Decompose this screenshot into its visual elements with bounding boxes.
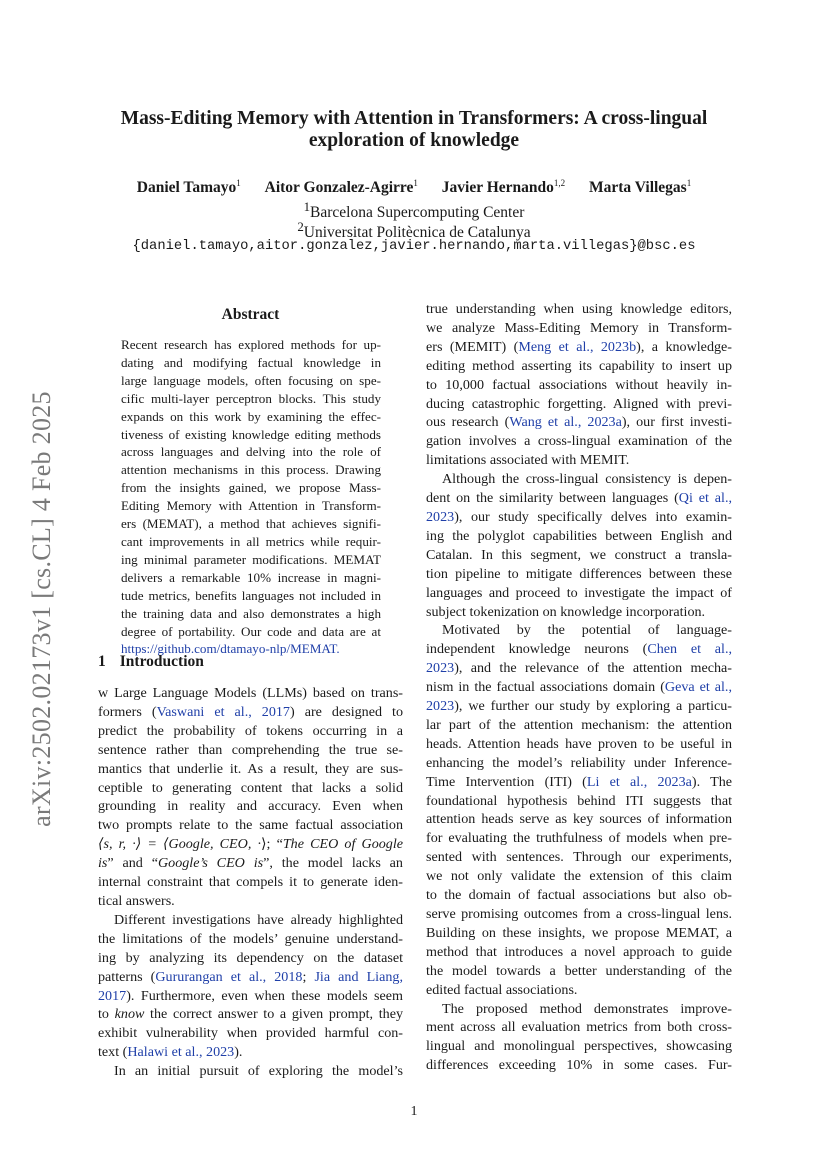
title-line-2: exploration of knowledge — [308, 130, 520, 151]
text-run: the limitations of the models’ genuine understand- — [98, 930, 403, 947]
author-affil-marker: 1,2 — [553, 178, 566, 188]
abstract-line: large language models, often focusing on spe- — [121, 372, 381, 388]
text-run: Building on these insights, we propose MEMAT, a — [426, 924, 732, 941]
text-run: limitations associated with MEMIT. — [426, 452, 630, 469]
text-run: w Large Language Models (LLMs) based on trans- — [98, 685, 403, 701]
body-text-line — [98, 873, 403, 892]
body-text-line — [426, 659, 732, 678]
body-text-line — [426, 867, 732, 886]
text-run: enhancing the model’s reliability under Inference- — [426, 754, 732, 771]
citation-link[interactable]: 2023 — [426, 508, 455, 525]
body-text-line — [426, 357, 732, 376]
body-text-line — [98, 684, 403, 703]
text-run: ous research ( — [426, 414, 510, 431]
body-text-line — [426, 1000, 732, 1019]
author-name: Daniel Tamayo — [136, 179, 237, 197]
author-affil-marker: 1 — [236, 178, 241, 188]
text-run: ment across all evaluation metrics from both cross- — [426, 1019, 732, 1036]
body-text-line — [426, 792, 732, 811]
body-text-line — [426, 319, 732, 338]
text-run: lingual and monolingual perspectives, showcasing — [426, 1038, 732, 1055]
abstract-line: across languages and delving into the role of — [121, 444, 381, 460]
body-text-line — [426, 451, 732, 470]
text-run: differences exceeding 10% in some cases. Fur- — [426, 1057, 732, 1074]
body-text-line — [98, 1024, 403, 1043]
body-text-line — [98, 703, 403, 722]
body-text-line — [426, 376, 732, 395]
body-text-line — [426, 640, 732, 659]
abstract-line: ing minimal parameter modifications. MEMAT — [121, 551, 381, 567]
body-text-line — [426, 470, 732, 489]
text-run: ), a knowledge- — [636, 338, 732, 355]
text-run: Motivated by the potential of language- — [442, 622, 732, 639]
text-run: ceptible to generating content that lacks a solid — [98, 779, 403, 796]
italic-text: Google, CEO, · — [168, 836, 262, 853]
affiliation-name: Barcelona Supercomputing Center — [310, 204, 525, 222]
text-run: the model towards a better understanding of the — [426, 962, 732, 979]
text-run: method that introduces a novel approach to guide — [426, 943, 732, 960]
body-text-line — [98, 987, 403, 1006]
abstract-body — [121, 336, 381, 658]
text-run: ” and “ — [107, 855, 158, 872]
author — [265, 179, 418, 196]
body-text-line — [98, 968, 403, 987]
text-run: we not only validate the extension of this claim — [426, 868, 732, 885]
body-text-line — [426, 886, 732, 905]
text-run: Catalan. In this segment, we construct a transla- — [426, 546, 732, 563]
text-run: editing method asserting its capability to insert up — [426, 357, 732, 374]
text-run: ) are designed to — [289, 703, 404, 720]
text-run: ”, the model lacks an — [263, 855, 403, 872]
text-run: dent on the similarity between languages ( — [426, 490, 679, 507]
italic-text: is — [98, 855, 108, 872]
author — [442, 179, 565, 196]
body-text-line — [426, 678, 732, 697]
text-run: independent knowledge neurons ( — [426, 641, 648, 658]
title-line-1: Mass-Editing Memory with Attention in Transformers: A cross-lingual — [120, 108, 708, 129]
paper-title — [0, 108, 828, 152]
text-run: to 10,000 factual associations without heavily in- — [426, 376, 732, 393]
abstract-line: cific multi-layer perceptron blocks. This study — [121, 390, 381, 406]
text-run: ⟩; “ — [261, 836, 283, 853]
citation-link[interactable]: Vaswani et al., 2017 — [156, 703, 290, 720]
abstract-line: from the insights gained, we propose Mass- — [121, 480, 381, 496]
text-run: sented with sentences. Through our experiments, — [426, 849, 732, 866]
text-run: ing the polyglot capabilities between English and — [426, 527, 732, 544]
text-run: text ( — [98, 1044, 128, 1061]
body-text-line — [426, 546, 732, 565]
body-text-line — [426, 432, 732, 451]
body-text-line — [98, 911, 403, 930]
text-run: patterns ( — [98, 968, 156, 985]
code-repository-link[interactable]: https://github.com/dtamayo-nlp/MEMAT. — [121, 641, 340, 657]
author-affil-marker: 1 — [413, 178, 418, 188]
abstract-line: delivers a remarkable 10% increase in magni- — [121, 569, 381, 585]
section-number: 1 — [98, 653, 106, 670]
text-run: Time Intervention (ITI) ( — [426, 773, 587, 790]
author — [137, 179, 241, 196]
text-run: we analyze Mass-Editing Memory in Transform- — [426, 319, 732, 336]
text-run: mantics that underlie it. As a result, they are sus- — [98, 760, 403, 777]
citation-link[interactable]: Meng et al., 2023b — [518, 338, 637, 355]
body-text-line — [98, 854, 403, 873]
italic-text: The CEO of Google — [282, 836, 404, 853]
body-text-line — [98, 760, 403, 779]
body-text-line — [426, 489, 732, 508]
text-run: lar part of the attention mechanism: the attention — [426, 716, 732, 733]
text-run: ), and the relevance of the attention mecha- — [454, 660, 732, 677]
body-text-line — [98, 779, 403, 798]
body-column-right — [426, 300, 732, 1075]
text-run: grounding in reality and accuracy. Even when — [98, 798, 403, 815]
text-run: tion pipeline to mitigate differences between these — [426, 565, 732, 582]
body-text-line — [426, 603, 732, 622]
body-text-line — [98, 892, 403, 911]
body-text-line — [426, 584, 732, 603]
section-heading — [98, 653, 204, 671]
body-text-line — [426, 395, 732, 414]
body-text-line — [98, 1043, 403, 1062]
abstract-line: the training data and also demonstrates a high — [121, 605, 381, 621]
citation-link[interactable]: Jia and Liang, — [314, 968, 403, 985]
text-run: sentence rather than comprehending the true se- — [98, 741, 403, 758]
abstract-line: ers (MEMAT), a method that achieves signifi- — [121, 516, 381, 532]
abstract-line: degree of portability. Our code and data are at — [121, 623, 381, 639]
text-run: ; — [302, 968, 315, 985]
text-run: In an initial pursuit of exploring the model’s — [114, 1063, 403, 1080]
body-text-line — [426, 621, 732, 640]
body-text-line — [426, 924, 732, 943]
text-run: tical answers. — [98, 892, 175, 909]
body-text-line — [426, 716, 732, 735]
abstract-heading: Abstract — [221, 306, 280, 323]
text-run: nism in the factual associations domain ( — [426, 679, 665, 696]
body-text-line — [98, 949, 403, 968]
body-text-line — [426, 905, 732, 924]
text-run: ers (MEMIT) ( — [426, 338, 519, 355]
body-text-line — [426, 735, 732, 754]
body-text-line — [426, 508, 732, 527]
page-number: 1 — [410, 1104, 418, 1119]
abstract-line: Recent research has explored methods for up- — [121, 337, 381, 352]
abstract-line: dating and modifying factual knowledge in — [121, 354, 381, 370]
text-run: heads. Attention heads have proven to be useful in — [426, 735, 732, 752]
body-text-line — [426, 981, 732, 1000]
italic-text: Google’s CEO is — [157, 855, 264, 872]
citation-link[interactable]: 2017 — [98, 987, 127, 1004]
body-text-line — [426, 300, 732, 319]
body-text-line — [426, 565, 732, 584]
text-run: predict the probability of tokens occurring in a — [98, 722, 403, 739]
body-text-line — [426, 754, 732, 773]
text-run: to the domain of factual associations but also ob- — [426, 887, 732, 904]
arxiv-sidebar-identifier — [22, 374, 62, 844]
text-run: The proposed method demonstrates improve- — [442, 1000, 732, 1017]
text-run: to — [98, 1006, 115, 1023]
citation-link[interactable]: Chen et al., — [647, 641, 732, 658]
text-run: subject tokenization on knowledge incorporation. — [426, 603, 706, 620]
text-run: serve promising outcomes from a cross-lingual lens. — [426, 906, 732, 922]
arxiv-id-text: arXiv:2502.02173v1 [cs.CL] 4 Feb 2025 — [27, 391, 56, 827]
italic-text: ⟨s, r, ·⟩ = ⟨ — [98, 836, 169, 853]
author-name: Javier Hernando — [441, 179, 554, 197]
body-text-line — [426, 1056, 732, 1075]
italic-text: know — [114, 1006, 145, 1023]
author-name: Aitor Gonzalez-Agirre — [264, 179, 414, 197]
text-run: ), our first investi- — [621, 414, 732, 431]
body-text-line — [426, 962, 732, 981]
affiliation-marker: 1 — [303, 199, 311, 214]
body-text-line — [426, 829, 732, 848]
text-run: ), our study specifically delves into examin- — [454, 508, 732, 525]
text-run: languages and proceed to investigate the impact of — [426, 584, 732, 601]
text-run: internal constraint that compels it to generate iden- — [98, 874, 403, 891]
citation-link[interactable]: Wang et al., 2023a — [509, 414, 622, 431]
body-text-line — [98, 741, 403, 760]
body-text-line — [98, 816, 403, 835]
body-text-line — [98, 1005, 403, 1024]
text-run: ). The — [691, 773, 732, 790]
text-run: ). Furthermore, even when these models seem — [126, 987, 403, 1004]
text-run: ing by analyzing its dependency on the dataset — [98, 949, 403, 966]
text-run: gation involves a cross-lingual examination of the — [426, 433, 732, 450]
abstract-line: cant improvements in all metrics while requir- — [121, 533, 381, 549]
text-run: Different investigations have already highlighted — [114, 911, 403, 928]
text-run: the correct answer to a given prompt, they — [144, 1006, 403, 1023]
text-run: Although the cross-lingual consistency is depen- — [442, 471, 732, 488]
body-text-line — [98, 797, 403, 816]
abstract-line: tude metrics, benefits languages not included in — [121, 587, 381, 603]
citation-link[interactable]: Gururangan et al., 2018 — [155, 968, 303, 985]
text-run: true understanding when using knowledge editors, — [426, 301, 732, 317]
body-text-line — [426, 527, 732, 546]
author — [589, 179, 691, 196]
abstract-line: expands on this work by examining the effec- — [121, 408, 381, 424]
body-column-left — [98, 684, 403, 1081]
body-text-line — [426, 1018, 732, 1037]
body-text-line — [426, 773, 732, 792]
text-run: exhibit vulnerability when provided harmful con- — [98, 1025, 403, 1042]
text-run: ), we further our study by exploring a particu- — [454, 698, 732, 715]
body-text-line — [426, 338, 732, 357]
body-text-line — [426, 1037, 732, 1056]
abstract-line: tiveness of existing knowledge editing methods — [121, 426, 381, 442]
citation-link[interactable]: Li et al., 2023a — [586, 773, 692, 790]
body-text-line — [426, 810, 732, 829]
text-run: attention heads serve as key sources of information — [426, 811, 732, 828]
body-text-line — [426, 848, 732, 867]
text-run: for evaluating the truthfulness of models when pre- — [426, 830, 732, 847]
citation-link[interactable]: Qi et al., — [678, 490, 732, 507]
abstract-line: attention mechanisms in this process. Drawing — [121, 462, 381, 478]
citation-link[interactable]: 2023 — [426, 698, 455, 715]
author-emails: {daniel.tamayo,aitor.gonzalez,javier.hernando,marta.villegas}@bsc.es — [132, 239, 696, 254]
text-run: edited factual associations. — [426, 981, 578, 998]
citation-link[interactable]: Geva et al., — [664, 679, 732, 696]
body-text-line — [426, 943, 732, 962]
body-text-line — [426, 697, 732, 716]
body-text-line — [98, 1062, 403, 1081]
affiliation-marker: 2 — [297, 219, 304, 234]
body-text-line — [98, 722, 403, 741]
author-affil-marker: 1 — [686, 178, 692, 188]
body-text-line — [98, 930, 403, 949]
citation-link[interactable]: 2023 — [426, 660, 455, 677]
text-run: formers ( — [98, 703, 157, 720]
body-text-line — [98, 835, 403, 854]
text-run: ducing catastrophic forgetting. Aligned with previ- — [426, 395, 732, 412]
text-run: foundational hypothesis behind ITI suggests that — [426, 792, 732, 809]
text-run: ). — [234, 1044, 243, 1061]
author-name: Marta Villegas — [589, 179, 687, 197]
affiliation-name: Universitat Politècnica de Catalunya — [303, 224, 531, 242]
section-title: Introduction — [119, 653, 204, 670]
citation-link[interactable]: Halawi et al., 2023 — [127, 1044, 235, 1061]
text-run: two prompts relate to the same factual association — [98, 817, 403, 834]
abstract-line: Editing Memory with Attention in Transform- — [121, 498, 381, 514]
author-list — [0, 178, 828, 197]
body-text-line — [426, 413, 732, 432]
